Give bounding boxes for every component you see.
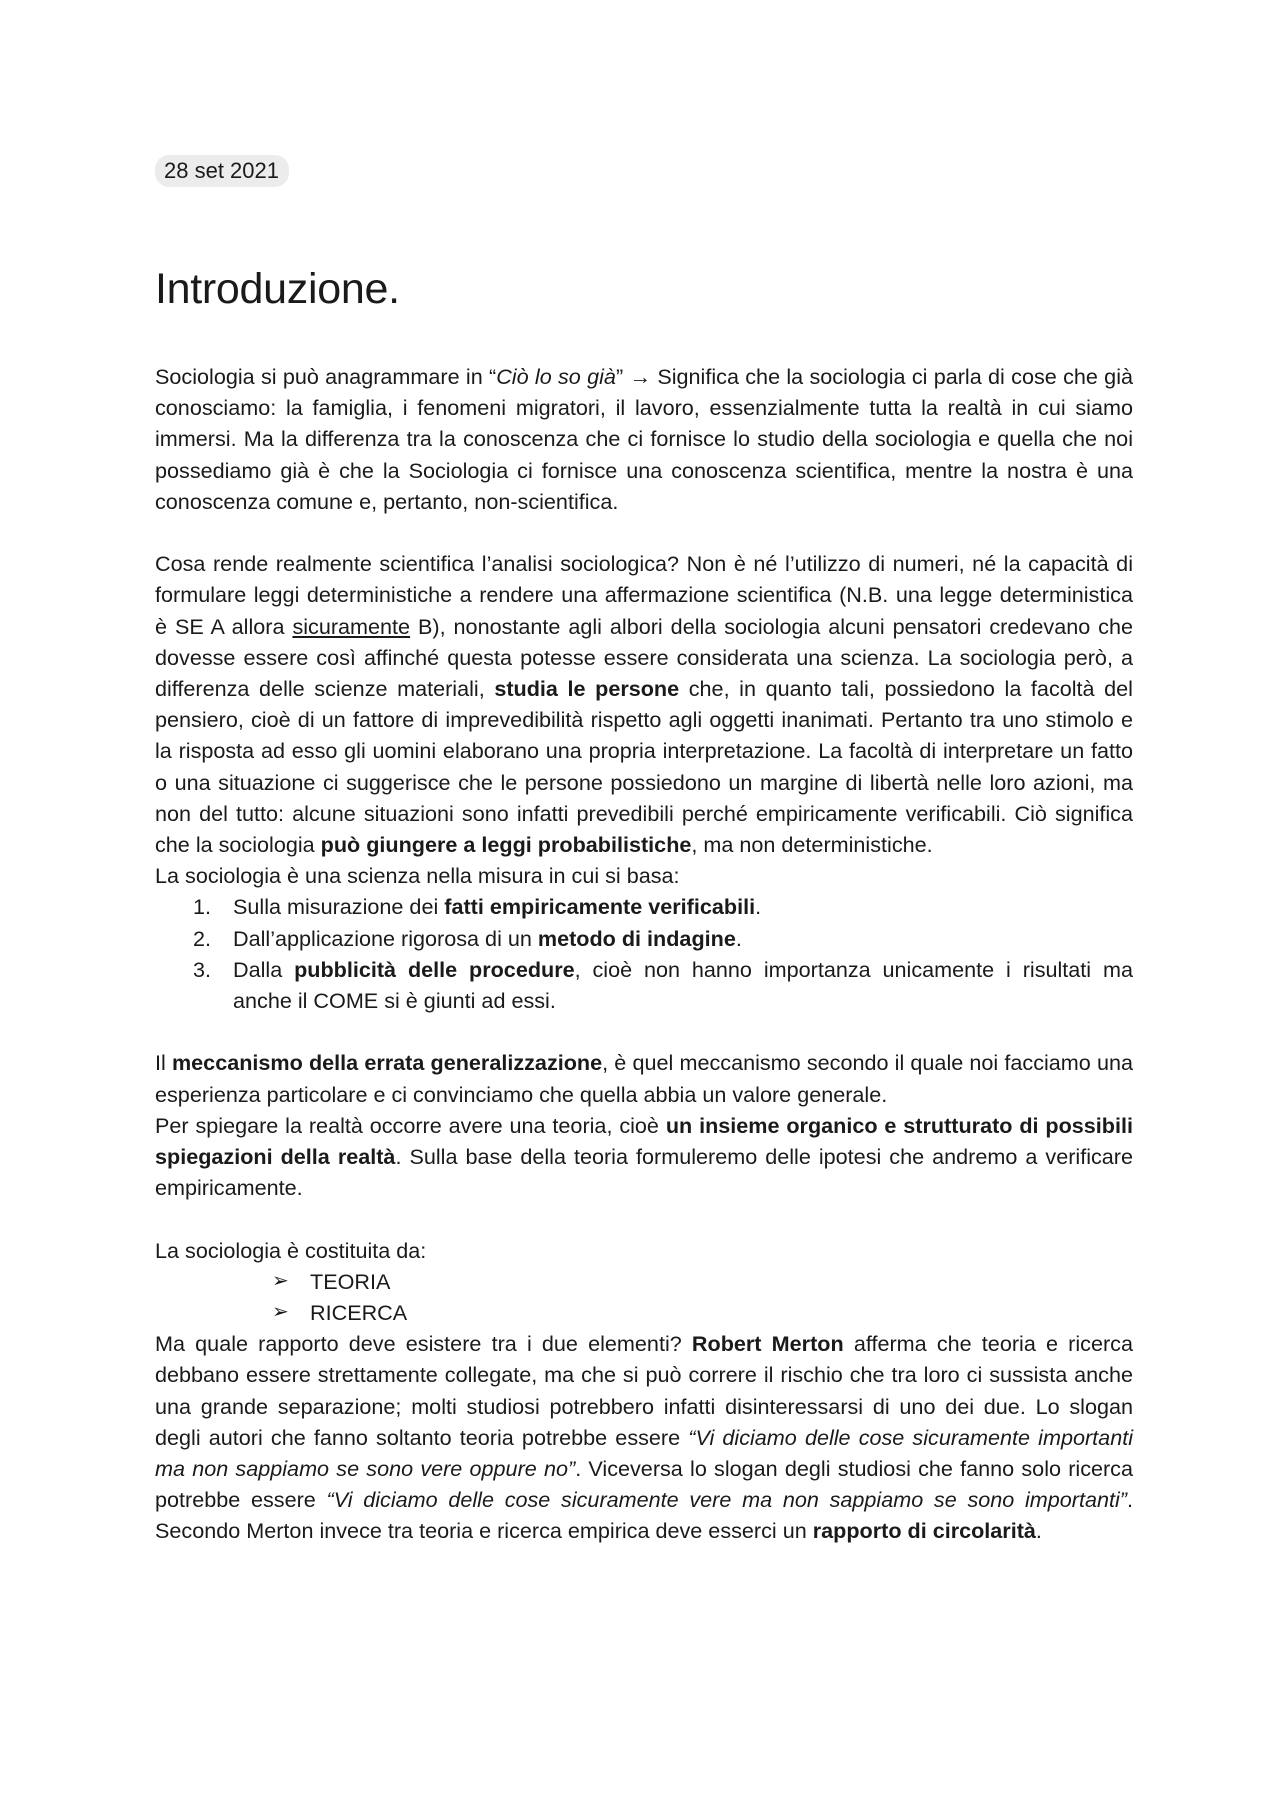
list-number: 2. <box>193 925 212 951</box>
text: Cosa rende realmente scientifica l’analisi sociologica? Non è né l’utilizzo di numeri, né la capacità di formulare leggi deterministiche a rendere una affermazione scientifica (N.B. una legge deterministica è SE A allora <box>155 551 1133 639</box>
paragraph-anagram <box>155 361 1133 517</box>
list-number: 3. <box>193 956 212 982</box>
arrow-bullet-icon: ➢ <box>272 1269 289 1292</box>
bold-text: un insieme organico e strutturato di possibili spiegazioni della realtà <box>155 1112 1133 1170</box>
text: . Viceversa lo slogan degli studiosi che fanno solo ricerca potrebbe essere <box>155 1456 1133 1513</box>
text: Per spiegare la realtà occorre avere una teoria, cioè <box>155 1112 666 1138</box>
list-item <box>155 923 1133 954</box>
text: che, in quanto tali, possiedono la facoltà del pensiero, cioè di un fattore di imprevedibilità rispetto agli oggetti inanimati. Pertanto tra uno stimolo e la risposta ad esso gli uomini elaborano una propria interpretazione. La facoltà di interpretare un fatto o una situazione ci suggerisce che le persone possiedono un margine di libertà nelle loro azioni, ma non del tutto: alcune situazioni sono infatti prevedibili perché empiricamente verificabili. Ciò significa che la sociologia <box>155 676 1133 858</box>
text: , è quel meccanismo secondo il quale noi facciamo una esperienza particolare e ci convinciamo che quella abbia un valore generale. <box>155 1050 1133 1107</box>
list-item <box>155 891 1133 922</box>
underlined-text: sicuramente <box>292 613 411 639</box>
italic-text: “Vi diciamo delle cose sicuramente vere ma non sappiamo se sono importanti” <box>326 1487 1127 1513</box>
bold-text: studia le persone <box>494 676 680 702</box>
text: . Sulla base della teoria formuleremo delle ipotesi che andremo a verificare empiricamente. <box>155 1144 1133 1201</box>
bold-text: può giungere a leggi probabilistiche <box>320 832 692 858</box>
text: ” → Significa che la sociologia ci parla di cose che già conosciamo: la famiglia, i fenomeni migratori, il lavoro, essenzialmente tutta la realtà in cui siamo immersi. Ma la differenza tra la conoscenza che ci fornisce lo studio della sociologia e quella che noi possediamo già è che la Sociologia ci fornisce una conoscenza scientifica, mentre la nostra è una conoscenza comune e, pertanto, non-scientifica. <box>155 364 1133 514</box>
bold-text: pubblicità delle procedure <box>294 956 575 982</box>
date-chip[interactable]: 28 set 2021 <box>155 155 289 187</box>
text: Sulla misurazione dei <box>233 894 445 920</box>
list-item <box>155 954 1133 1016</box>
paragraph-science-basis: La sociologia è una scienza nella misura in cui si basa: <box>155 863 680 889</box>
text: . <box>1035 1518 1042 1544</box>
text: afferma che teoria e ricerca debbano essere strettamente collegate, ma che si può correre il rischio che tra loro ci sussista anche una grande separazione; molti studiosi potrebbero infatti disinteressarsi di uno dei due. Lo slogan degli autori che fanno soltanto teoria potrebbe essere <box>155 1331 1133 1450</box>
text: B), nonostante agli albori della sociologia alcuni pensatori credevano che dovesse essere così affinché questa potesse essere considerata una scienza. La sociologia però, a differenza delle scienze materiali, <box>155 613 1133 702</box>
page-title: Introduzione. <box>155 265 400 313</box>
text: , ma non deterministiche. <box>691 832 933 858</box>
paragraph-scientific-analysis <box>155 548 1133 860</box>
paragraph-theory <box>155 1110 1133 1204</box>
text: . Secondo Merton invece tra teoria e ricerca empirica deve esserci un <box>155 1487 1133 1544</box>
list-number: 1. <box>193 894 212 920</box>
text: Sociologia si può anagrammare in “ <box>155 364 497 389</box>
document-body <box>155 361 1133 1547</box>
bold-text: fatti empiricamente verificabili <box>444 894 756 920</box>
bold-text: metodo di indagine <box>537 925 736 951</box>
bold-text: rapporto di circolarità <box>812 1518 1036 1544</box>
text: . <box>755 894 762 920</box>
list-item <box>155 1297 1133 1328</box>
text: Dall’applicazione rigorosa di un <box>233 925 538 951</box>
italic-text: “Vi diciamo delle cose sicuramente importanti ma non sappiamo se sono vere oppure no” <box>155 1424 1133 1482</box>
text: TEORIA <box>310 1268 391 1294</box>
text: RICERCA <box>310 1300 408 1326</box>
arrow-bullet-icon: ➢ <box>272 1301 289 1324</box>
bold-text: meccanismo della errata generalizzazione <box>171 1050 603 1076</box>
bullet-list <box>155 1266 1133 1328</box>
text: Il <box>155 1050 172 1076</box>
text: . <box>735 925 742 951</box>
text: Ma quale rapporto deve esistere tra i due elementi? <box>155 1331 692 1357</box>
list-item <box>155 1266 1133 1297</box>
text: , cioè non hanno importanza unicamente i risultati ma anche il COME si è giunti ad essi. <box>233 956 1133 1014</box>
text: Dalla <box>233 956 295 982</box>
numbered-list <box>155 891 1133 1016</box>
paragraph-merton <box>155 1328 1133 1546</box>
bold-text: Robert Merton <box>691 1331 844 1357</box>
paragraph-generalization <box>155 1047 1133 1109</box>
italic-text: Ciò lo so già <box>496 364 616 389</box>
paragraph-composition: La sociologia è costituita da: <box>155 1237 427 1263</box>
